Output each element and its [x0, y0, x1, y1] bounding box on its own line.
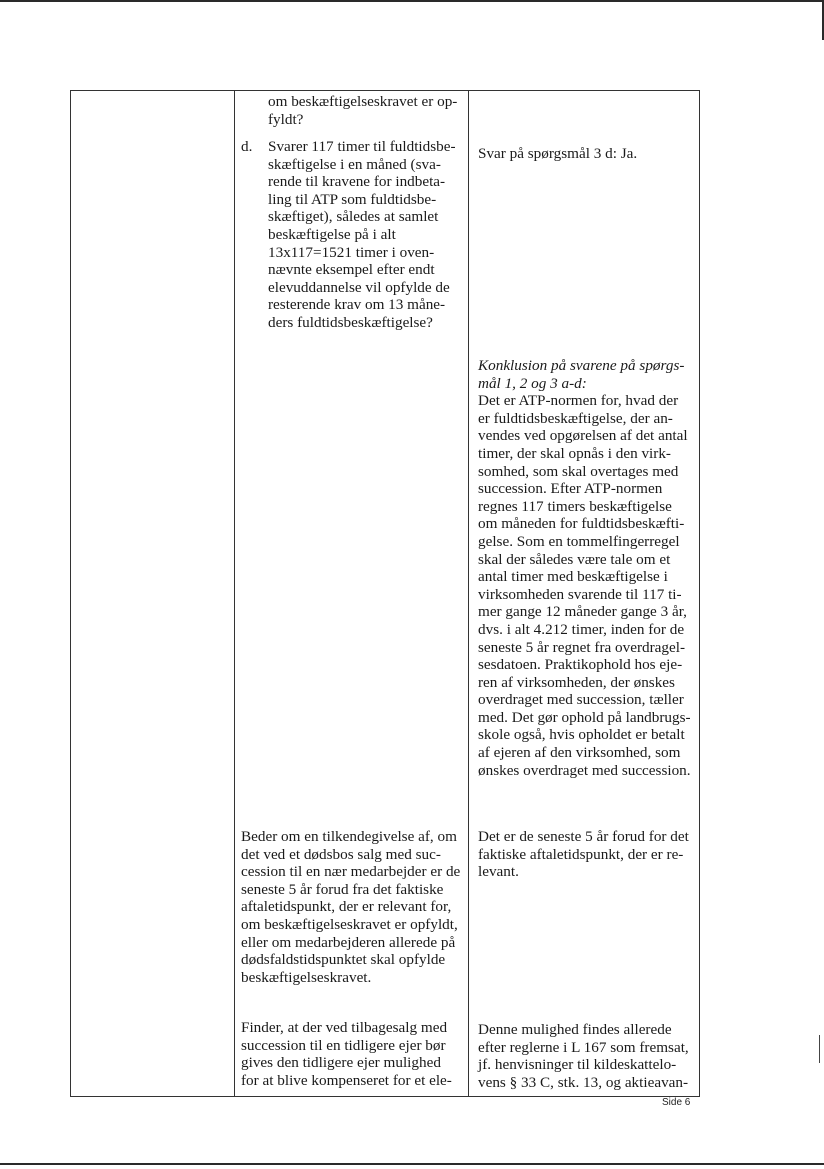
margin-mark — [819, 1035, 820, 1063]
text-line: resterende krav om 13 måne- — [268, 296, 446, 314]
text-line: fyldt? — [268, 110, 304, 128]
text-line: vendes ved opgørelsen af det antal — [478, 427, 688, 445]
text-line: dødsfaldstidspunktet skal opfylde — [241, 951, 446, 969]
text-line: succession til en tidligere ejer bør — [241, 1036, 446, 1054]
text-line: Svarer 117 timer til fuldtidsbe- — [268, 138, 456, 155]
text-line: vens § 33 C, stk. 13, og aktieavan- — [478, 1073, 689, 1091]
page-bottom-edge — [0, 1163, 824, 1165]
text-line: skæftigelse i en måned (sva- — [268, 155, 441, 173]
text-line: seneste 5 år forud fra det faktiske — [241, 880, 444, 898]
text-line: cession til en nær medarbejder er de — [241, 863, 461, 881]
text-line: gelse. Som en tommelfingerregel — [478, 532, 680, 550]
text-line: 13x117=1521 timer i oven- — [268, 243, 435, 261]
text-line: efter reglerne i L 167 som fremsat, — [478, 1038, 689, 1056]
r4-question — [241, 828, 461, 986]
text-line: aftaletidspunkt, der er relevant for, — [241, 898, 452, 916]
page-number: Side 6 — [662, 1097, 691, 1108]
text-line: beskæftigelse på i alt — [268, 225, 396, 243]
text-line: somhed, som skal overtages med — [478, 462, 679, 480]
text-line: Beder om en tilkendegivelse af, om — [241, 828, 457, 845]
text-line: af ejeren af den virksomhed, som — [478, 744, 681, 762]
text-line: Denne mulighed findes allerede — [478, 1021, 672, 1038]
r2-answer — [478, 145, 694, 163]
text-line: skole også, hvis opholdet er betalt — [478, 726, 685, 744]
r5-answer — [478, 1021, 694, 1091]
text-line: rende til kravene for indbeta- — [268, 173, 446, 191]
r1-question-continuation — [241, 93, 488, 128]
text-line: timer, der skal opnås i den virk- — [478, 444, 671, 462]
text-line: succession. Efter ATP-normen — [478, 480, 663, 498]
heading-line: mål 1, 2 og 3 a-d: — [478, 374, 587, 392]
r2-question-item — [241, 138, 488, 332]
text-line: levant. — [478, 863, 519, 881]
text-line: skal der således være tale om et — [478, 550, 671, 568]
text-line: Det er de seneste 5 år forud for det — [478, 828, 689, 845]
text-line: gives den tidligere ejer mulighed — [241, 1054, 441, 1072]
text-line: mer gange 12 måneder gange 3 år, — [478, 603, 687, 621]
text-line: ren af virksomheden, der ønskes — [478, 673, 675, 691]
text-line: beskæftigelseskravet. — [241, 968, 372, 986]
text-line: ønskes overdraget med succession. — [478, 761, 691, 779]
text-line: nævnte eksempel efter endt — [268, 261, 435, 279]
text-line: overdraget med succession, tæller — [478, 691, 684, 709]
document-table — [70, 90, 700, 1097]
text-line: faktiske aftaletidspunkt, der er re- — [478, 845, 684, 863]
heading-line: Konklusion på svarene på spørgs- — [478, 357, 685, 374]
column-divider-left — [234, 91, 235, 1096]
text-line: sesdatoen. Praktikophold hos eje- — [478, 656, 683, 674]
conclusion-heading — [478, 357, 694, 375]
item-letter: d. — [241, 138, 253, 155]
text-line: ling til ATP som fuldtidsbe- — [268, 190, 437, 208]
text-line: antal timer med beskæftigelse i — [478, 568, 668, 586]
text-line: det ved et dødsbos salg med suc- — [241, 845, 441, 863]
page-top-edge — [0, 0, 824, 2]
text-line: Svar på spørgsmål 3 d: Ja. — [478, 145, 638, 162]
text-line: Finder, at der ved tilbagesalg med — [241, 1019, 448, 1036]
text-line: jf. henvisninger til kildeskattelo- — [478, 1056, 677, 1074]
text-line: seneste 5 år regnet fra overdragel- — [478, 638, 686, 656]
text-line: ders fuldtidsbeskæftigelse? — [268, 313, 433, 331]
text-line: om måneden for fuldtidsbeskæfti- — [478, 515, 685, 533]
conclusion-heading-line2 — [478, 375, 694, 393]
text-line: med. Det gør ophold på landbrugs- — [478, 708, 691, 726]
r3-conclusion — [478, 357, 694, 779]
r5-question — [241, 1019, 461, 1089]
text-line: om beskæftigelseskravet er op- — [268, 93, 458, 110]
text-line: for at blive kompenseret for et ele- — [241, 1071, 452, 1089]
text-line: elevuddannelse vil opfylde de — [268, 278, 450, 296]
text-line: skæftiget), således at samlet — [268, 208, 439, 226]
text-line: om beskæftigelseskravet er opfyldt, — [241, 915, 458, 933]
text-line: virksomheden svarende til 117 ti- — [478, 585, 682, 603]
text-line: er fuldtidsbeskæftigelse, der an- — [478, 409, 673, 427]
text-line: Det er ATP-normen for, hvad der — [478, 392, 679, 410]
r4-answer — [478, 828, 694, 881]
text-line: eller om medarbejderen allerede på — [241, 933, 456, 951]
text-line: dvs. i alt 4.212 timer, inden for de — [478, 620, 685, 638]
text-line: regnes 117 timers beskæftigelse — [478, 497, 672, 515]
